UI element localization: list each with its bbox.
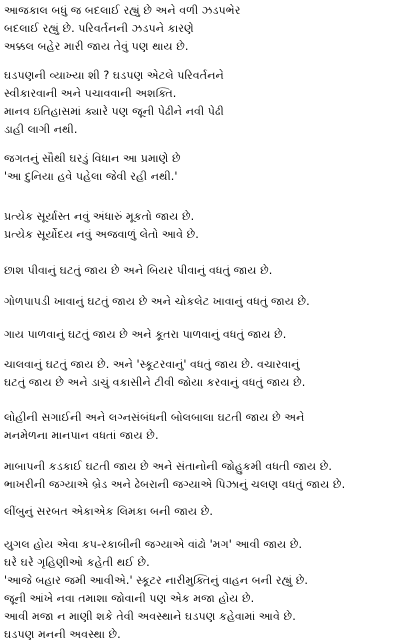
text-line: યુગલ હોય એવા કપ-રકાબીની જગ્યાએ વાંઢો 'મગ' આવી જાય છે. (4, 538, 303, 551)
text-line: સ્વીકારવાની અને પચાવવાની અશક્તિ. (4, 87, 177, 100)
text-line: છાશ પીવાનું ઘટતું જાય છે અને બિયર પીવાનું વધતું જાય છે. (4, 264, 273, 277)
paragraph-parents (4, 458, 398, 494)
text-line: આજકાલ બધું જ બદલાઈ રહ્યું છે અને વળી ઝડપભેર (4, 4, 241, 17)
text-line: માબાપની કડકાઈ ઘટતી જાય છે અને સંતાનોની જોહુકમી વધતી જાય છે. (4, 460, 332, 473)
text-line: ગોળપાપડી ખાવાનું ઘટતું જાય છે અને ચોકલેટ ખાવાનું વધતું જાય છે. (4, 295, 310, 308)
text-line: બદલાઈ રહ્યું છે. પરિવર્તનની ઝડપને કારણે (4, 22, 194, 35)
paragraph-change (4, 2, 398, 56)
text-line: લીંબુનું સરબત એકાએક લિમકા બની જાય છે. (4, 505, 213, 518)
text-line: પ્રત્યેક સૂર્યોદય નવું અજવાળું લેતો આવે છે. (4, 228, 199, 241)
text-line: માનવ ઇતિહાસમાં ક્યારે પણ જૂની પેઢીને નવી પેઢી (4, 105, 224, 118)
text-line: ઘટતું જાય છે અને ડાચું વકાસીને ટીવી જોયા કરવાનું વધતું જાય છે. (4, 376, 306, 389)
paragraph-jaggery (4, 293, 398, 311)
paragraph-cow-dog (4, 326, 398, 344)
text-line: 'આ દુનિયા હવે પહેલા જેવી રહી નથી.' (4, 170, 178, 183)
text-line: 'આજે બહાર જમી આવીએ.' સ્કૂટર નારીમુક્તિનું વાહન બની રહ્યું છે. (4, 574, 308, 587)
paragraph-relations (4, 409, 398, 445)
text-line: ઘરે ઘરે ગૃહિણીઓ કહેતી થઈ છે. (4, 556, 150, 569)
paragraph-buttermilk (4, 262, 398, 280)
text-line: આવી મજા ન માણી શકે તેવી અવસ્થાને ઘડપણ કહેવામાં આવે છે. (4, 610, 296, 623)
text-line: ચાલવાનું ઘટતું જાય છે. અને 'સ્કૂટરવાનું' વધતું જાય છે. વચારવાનું (4, 358, 300, 371)
paragraph-lemonade (4, 503, 398, 521)
text-line: લોહીની સગાઈની અને લગ્નસંબંધની બોલબાલા ઘટતી જાય છે અને (4, 411, 305, 424)
paragraph-conclusion (4, 536, 398, 644)
paragraph-sunset-sunrise (4, 208, 398, 244)
paragraph-definition (4, 67, 398, 139)
text-line: ઘડપણની વ્યાખ્યા શી ? ઘડપણ એટલે પરિવર્તનને (4, 69, 224, 82)
text-line: મનમેળના માનપાન વધતાં જાય છે. (4, 429, 159, 442)
text-line: જૂની આંખે નવા તમાશા જોવાની પણ એક મજા હોય છે. (4, 592, 255, 605)
text-line: ઘડપણ મનની અવસ્થા છે. (4, 628, 121, 641)
paragraph-oldest-statement (4, 150, 398, 186)
text-line: જગતનું સૌથી ઘરડું વિધાન આ પ્રમાણે છે (4, 152, 181, 165)
text-line: ડાહી લાગી નથી. (4, 123, 78, 136)
text-line: ભાખરીની જગ્યાએ બ્રેડ અને ઢેબરાની જગ્યાએ પિઝાનું ચલણ વધતું જાય છે. (4, 478, 346, 491)
paragraph-walking (4, 356, 398, 392)
text-line: અક્કલ બહેર મારી જાય તેવું પણ થાય છે. (4, 40, 189, 53)
text-line: ગાય પાળવાનું ઘટતું જાય છે અને કૂતરા પાળવાનું વધતું જાય છે. (4, 328, 287, 341)
text-line: પ્રત્યેક સૂર્યાસ્ત નવું અંધારું મૂકતો જાય છે. (4, 210, 195, 223)
